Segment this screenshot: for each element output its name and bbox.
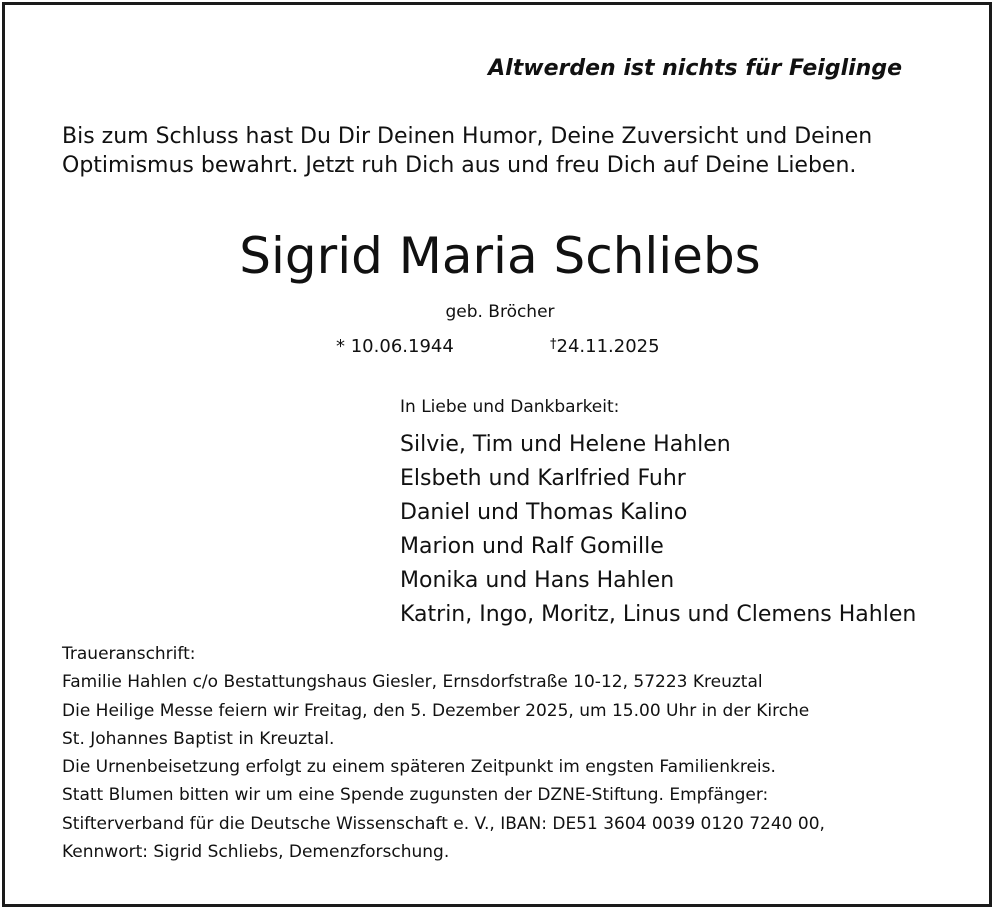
maiden-name: geb. Bröcher	[445, 302, 555, 322]
details-line: Kennwort: Sigrid Schliebs, Demenzforschung.	[62, 842, 450, 863]
details-line: Traueranschrift:	[62, 644, 196, 664]
mourner-entry: Katrin, Ingo, Moritz, Linus und Clemens Hahlen	[400, 602, 917, 627]
birth-date: 10.06.1944	[350, 336, 454, 357]
intro-text	[62, 122, 942, 180]
details-line: Die Heilige Messe feiern wir Freitag, den 5. Dezember 2025, um 15.00 Uhr in der Kirche	[62, 700, 810, 721]
details-line: Statt Blumen bitten wir um eine Spende zugunsten der DZNE-Stiftung. Empfänger:	[62, 785, 769, 806]
mourner-entry: Daniel und Thomas Kalino	[400, 500, 688, 525]
deceased-name: Sigrid Maria Schliebs	[239, 227, 761, 285]
details-line: Die Urnenbeisetzung erfolgt zu einem späteren Zeitpunkt im engsten Familienkreis.	[62, 757, 776, 778]
intro-line: Bis zum Schluss hast Du Dir Deinen Humor, Deine Zuversicht und Deinen	[62, 124, 873, 149]
death-date: 24.11.2025	[556, 336, 660, 357]
birth-date-line	[336, 336, 454, 357]
death-date-line	[550, 336, 660, 357]
mourner-entry: Marion und Ralf Gomille	[400, 534, 664, 559]
mourner-entry: Silvie, Tim und Helene Hahlen	[400, 432, 731, 457]
funeral-details	[62, 640, 825, 866]
intro-line: Optimismus bewahrt. Jetzt ruh Dich aus und freu Dich auf Deine Lieben.	[62, 153, 857, 178]
birth-symbol: *	[336, 336, 345, 357]
motto-heading: Altwerden ist nichts für Feiglinge	[488, 56, 902, 81]
mourner-entry: Monika und Hans Hahlen	[400, 568, 675, 593]
mourner-entry: Elsbeth und Karlfried Fuhr	[400, 466, 686, 491]
details-line: Stifterverband für die Deutsche Wissenschaft e. V., IBAN: DE51 3604 0039 0120 7240 00,	[62, 813, 825, 834]
death-symbol: †	[550, 337, 557, 352]
details-line: St. Johannes Baptist in Kreuztal.	[62, 728, 335, 749]
mourners-list	[400, 428, 916, 632]
mourners-heading: In Liebe und Dankbarkeit:	[400, 397, 620, 417]
details-line: Familie Hahlen c/o Bestattungshaus Giesler, Ernsdorfstraße 10-12, 57223 Kreuztal	[62, 672, 763, 693]
